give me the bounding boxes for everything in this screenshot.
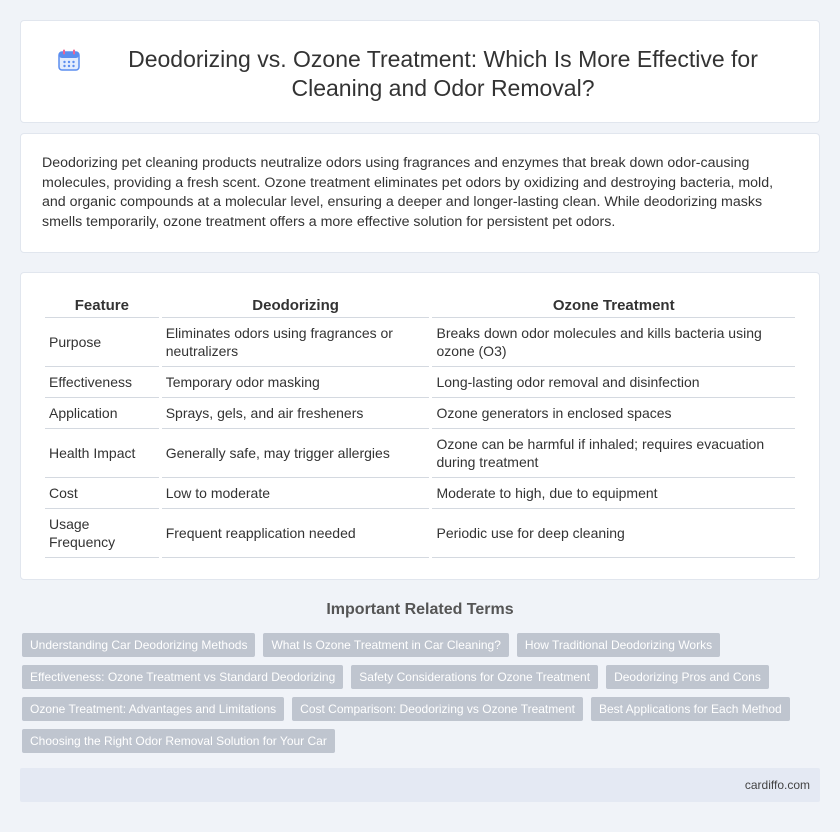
comparison-card <box>20 272 820 580</box>
calendar-icon <box>57 48 81 72</box>
feature-cell: Cost <box>45 478 159 509</box>
table-row <box>45 318 795 367</box>
related-tag[interactable]: How Traditional Deodorizing Works <box>517 633 720 657</box>
deodorizing-cell: Eliminates odors using fragrances or neutralizers <box>162 318 430 367</box>
related-tag[interactable]: Cost Comparison: Deodorizing vs Ozone Treatment <box>292 697 583 721</box>
table-header-row <box>45 297 795 318</box>
feature-cell: Application <box>45 398 159 429</box>
related-tag[interactable]: Deodorizing Pros and Cons <box>606 665 769 689</box>
feature-cell: Usage Frequency <box>45 509 159 558</box>
ozone-cell: Long-lasting odor removal and disinfection <box>432 367 795 398</box>
feature-cell: Purpose <box>45 318 159 367</box>
related-tag[interactable]: Understanding Car Deodorizing Methods <box>22 633 255 657</box>
feature-cell: Effectiveness <box>45 367 159 398</box>
table-row <box>45 429 795 478</box>
footer-site-link[interactable]: cardiffo.com <box>744 778 810 792</box>
deodorizing-cell: Sprays, gels, and air fresheners <box>162 398 430 429</box>
ozone-cell: Periodic use for deep cleaning <box>432 509 795 558</box>
feature-cell: Health Impact <box>45 429 159 478</box>
deodorizing-cell: Frequent reapplication needed <box>162 509 430 558</box>
related-terms-list <box>22 633 802 761</box>
deodorizing-cell: Low to moderate <box>162 478 430 509</box>
deodorizing-cell: Temporary odor masking <box>162 367 430 398</box>
comparison-table <box>42 297 798 558</box>
related-terms-heading: Important Related Terms <box>326 601 514 618</box>
related-tag[interactable]: Ozone Treatment: Advantages and Limitations <box>22 697 284 721</box>
table-row <box>45 509 795 558</box>
deodorizing-cell: Generally safe, may trigger allergies <box>162 429 430 478</box>
table-row <box>45 478 795 509</box>
header-feature: Feature <box>45 297 159 318</box>
ozone-cell: Ozone generators in enclosed spaces <box>432 398 795 429</box>
related-tag[interactable]: Choosing the Right Odor Removal Solution for Your Car <box>22 729 335 753</box>
ozone-cell: Moderate to high, due to equipment <box>432 478 795 509</box>
header-ozone-treatment: Ozone Treatment <box>432 297 795 318</box>
related-tag[interactable]: Effectiveness: Ozone Treatment vs Standard Deodorizing <box>22 665 343 689</box>
related-tag[interactable]: What Is Ozone Treatment in Car Cleaning? <box>263 633 508 657</box>
related-tag[interactable]: Safety Considerations for Ozone Treatment <box>351 665 598 689</box>
ozone-cell: Breaks down odor molecules and kills bacteria using ozone (O3) <box>432 318 795 367</box>
related-tag[interactable]: Best Applications for Each Method <box>591 697 790 721</box>
intro-card <box>20 133 820 253</box>
footer <box>20 768 820 802</box>
ozone-cell: Ozone can be harmful if inhaled; requires evacuation during treatment <box>432 429 795 478</box>
page-title: Deodorizing vs. Ozone Treatment: Which Is More Effective for Cleaning and Odor Removal? <box>128 46 758 101</box>
header-deodorizing: Deodorizing <box>162 297 430 318</box>
table-row <box>45 398 795 429</box>
intro-paragraph: Deodorizing pet cleaning products neutralize odors using fragrances and enzymes that break down odor-causing molecules, providing a fresh scent. Ozone treatment eliminates pet odors by oxidizing and destroying bacteria, mold, and organic compounds at a molecular level, ensuring a deeper and longer-lasting clean. While deodorizing masks smells temporarily, ozone treatment offers a more effective solution for persistent pet odors. <box>42 155 774 230</box>
title-card <box>20 20 820 123</box>
table-row <box>45 367 795 398</box>
